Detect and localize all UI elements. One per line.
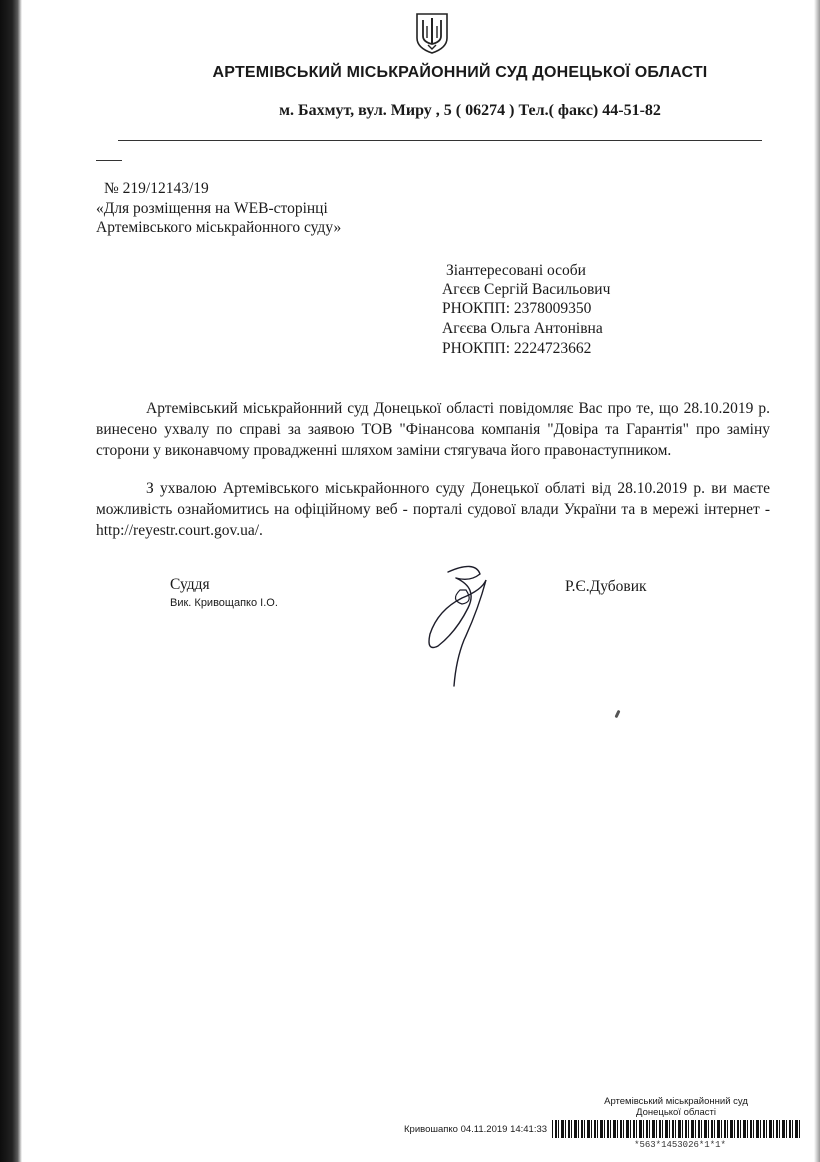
judge-name: Р.Є.Дубовик	[565, 578, 647, 595]
recipient-2-name: Агєєва Ольга Антонівна	[442, 320, 603, 337]
scan-edge-right	[814, 0, 820, 1162]
body-paragraph-1	[96, 398, 770, 461]
body-paragraph-2-text: З ухвалою Артемівського міськрайонного суду Донецької облаті від 28.10.2019 р. ви маєте можливість ознайомитись на офіційному веб - порталі судової влади України та в мережі інтернет - http://reyestr.court.gov.ua/.	[96, 480, 770, 539]
barcode	[552, 1120, 800, 1138]
scan-edge	[0, 0, 22, 1162]
stamp-court-line-2: Донецької області	[636, 1107, 716, 1118]
purpose-line-2: Артемівського міськрайонного суду»	[96, 219, 342, 236]
recipient-1-name: Агєєв Сергій Васильович	[442, 281, 611, 298]
case-number: № 219/12143/19	[104, 180, 209, 197]
purpose-line-1: «Для розміщення на WEB-сторінці	[96, 200, 328, 217]
registration-stamp	[560, 1096, 792, 1118]
court-name: АРТЕМІВСЬКИЙ МІСЬКРАЙОННИЙ СУД ДОНЕЦЬКОЇ ОБЛАСТІ	[212, 64, 708, 81]
header-divider	[118, 140, 762, 141]
short-divider	[96, 160, 122, 161]
scan-speck	[614, 710, 620, 719]
body-paragraph-1-text: Артемівський міськрайонний суд Донецької області повідомляє Вас про те, що 28.10.2019 р. винесено ухвалу по справі за заявою ТОВ "Фінансова компанія "Довіра та Гарантія" про заміну сторони у виконавчому провадженні шляхом заміни стягувача його правонаступником.	[96, 400, 770, 459]
stamp-meta: Кривошапко 04.11.2019 14:41:33	[404, 1124, 548, 1135]
body-paragraph-2	[96, 478, 770, 541]
judge-title: Суддя	[170, 576, 210, 593]
barcode-text: *563*1453026*1*1*	[634, 1140, 726, 1150]
executor-name: Вик. Кривощапко І.О.	[170, 597, 278, 609]
recipient-2-id: РНОКПП: 2224723662	[442, 340, 592, 357]
recipients-heading: Зіантересовані особи	[446, 262, 586, 279]
stamp-court-line-1: Артемівський міськрайонний суд	[604, 1096, 748, 1107]
court-address: м. Бахмут, вул. Миру , 5 ( 06274 ) Тел.( факс) 44-51-82	[279, 102, 661, 119]
trident-coat-of-arms-icon	[414, 12, 450, 54]
recipient-1-id: РНОКПП: 2378009350	[442, 300, 592, 317]
handwritten-signature	[420, 560, 510, 690]
